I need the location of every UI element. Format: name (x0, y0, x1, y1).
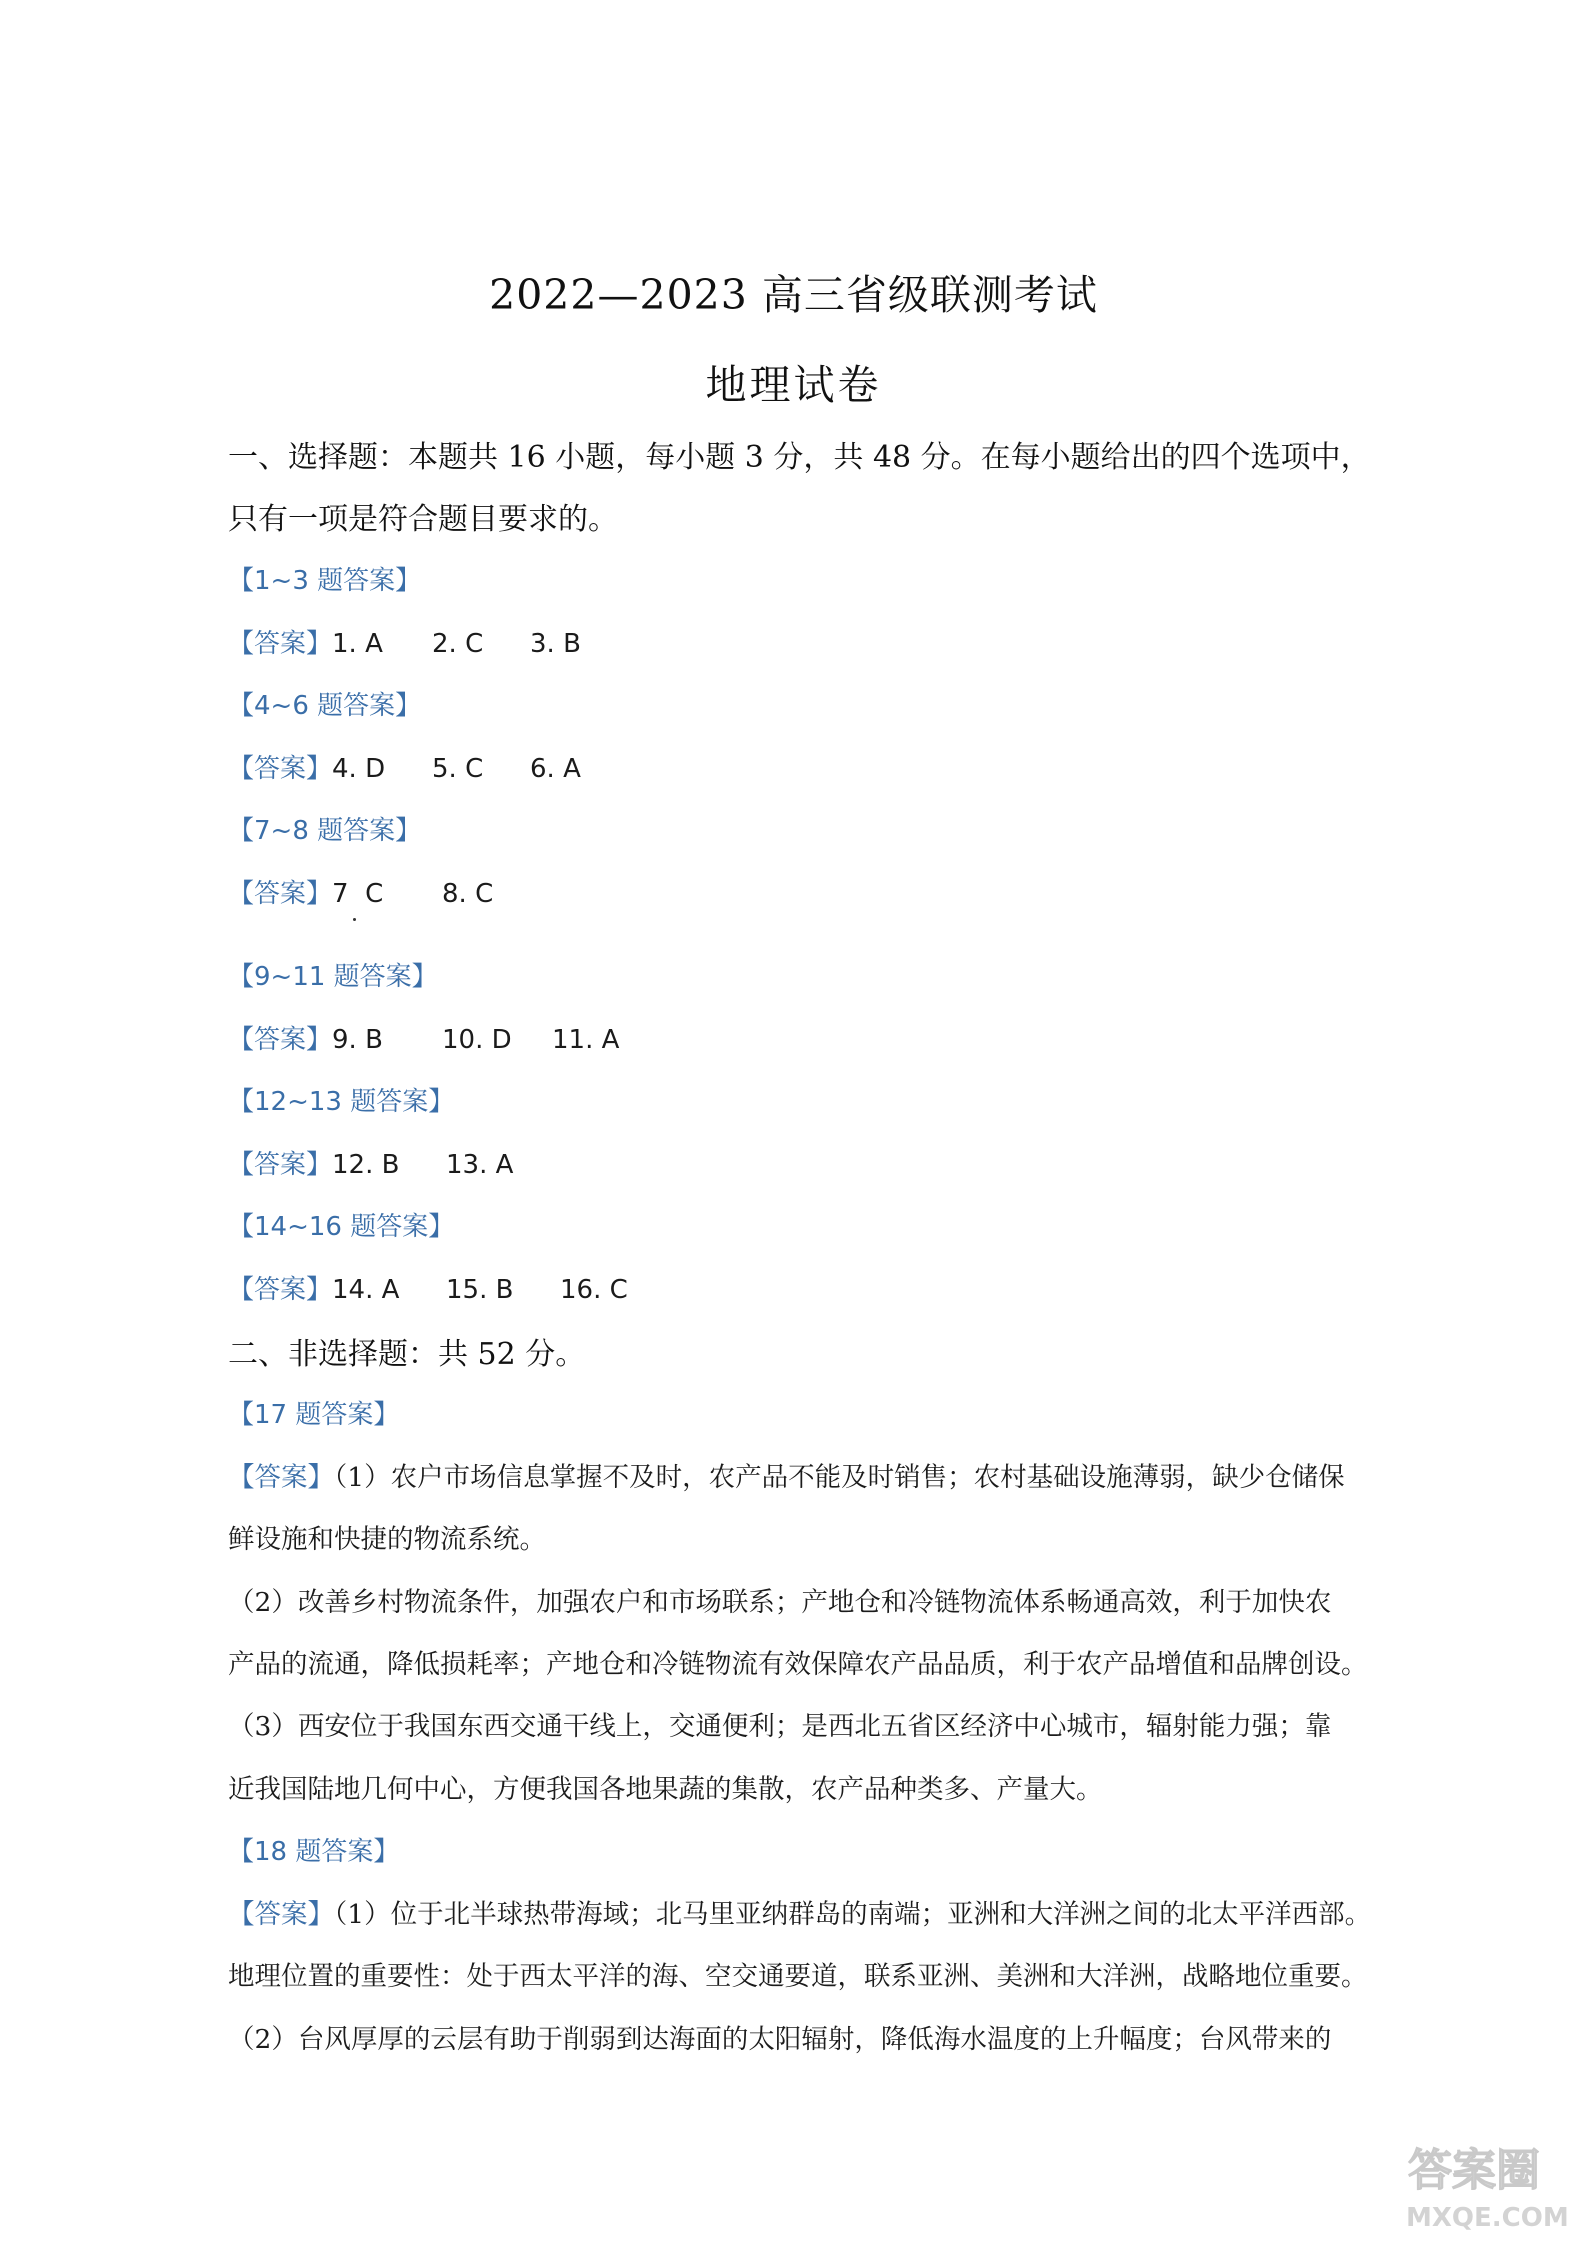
answer-row (228, 748, 581, 785)
group-header: 【1~3 题答案】 (228, 566, 422, 596)
stray-dot (353, 918, 356, 921)
q17-line: 产品的流通，降低损耗率；产地仓和冷链物流有效保障农产品品质，利于农产品增值和品牌创设。 (228, 1649, 1368, 1680)
answer-item: 3. B (530, 629, 581, 659)
answer-row (228, 623, 581, 660)
section1-line1: 一、选择题：本题共 16 小题，每小题 3 分，共 48 分。在每小题给出的四个选项中， (228, 440, 1371, 475)
answer-item: 5. C (432, 754, 484, 784)
answer-item: 13. A (446, 1150, 514, 1180)
answer-row (228, 873, 493, 910)
answer-item: 12. B (332, 1150, 400, 1180)
answer-item: 4. D (332, 754, 386, 784)
answer-tag: 【答案】 (228, 1150, 333, 1180)
answer-tag: 【答案】 (228, 1899, 334, 1930)
answer-tag: 【答案】 (228, 1275, 333, 1305)
section2-heading: 二、非选择题：共 52 分。 (228, 1337, 586, 1372)
group-header: 【12~13 题答案】 (228, 1087, 455, 1117)
answer-item: 1. A (332, 629, 383, 659)
group-header: 【9~11 题答案】 (228, 962, 438, 992)
watermark-logo-icon (1400, 2130, 1570, 2235)
q17-line (228, 1455, 1345, 1494)
q18-text: （1）位于北半球热带海域；北马里亚纳群岛的南端；亚洲和大洋洲之间的北太平洋西部。 (334, 1899, 1372, 1930)
answer-tag: 【答案】 (228, 754, 333, 784)
answer-item: 8. C (442, 879, 494, 909)
q17-header: 【17 题答案】 (228, 1400, 400, 1430)
q18-line: （2）台风厚厚的云层有助于削弱到达海面的太阳辐射，降低海水温度的上升幅度；台风带来的 (228, 2024, 1332, 2055)
answer-item: 11. A (552, 1025, 620, 1055)
group-header: 【4~6 题答案】 (228, 691, 422, 721)
exam-subtitle: 地理试卷 (705, 361, 882, 409)
q18-header: 【18 题答案】 (228, 1837, 400, 1867)
answer-item: 7 C (332, 879, 384, 909)
exam-title: 2022—2023 高三省级联测考试 (489, 271, 1098, 319)
watermark-logo (1400, 2130, 1570, 2235)
answer-tag: 【答案】 (228, 1462, 334, 1493)
answer-item: 6. A (530, 754, 581, 784)
q18-line: 地理位置的重要性：处于西太平洋的海、空交通要道，联系亚洲、美洲和大洋洲，战略地位重要。 (228, 1961, 1368, 1992)
answer-row (228, 1144, 513, 1181)
answer-item: 16. C (560, 1275, 628, 1305)
group-header: 【14~16 题答案】 (228, 1212, 455, 1242)
q17-text: （1）农户市场信息掌握不及时，农产品不能及时销售；农村基础设施薄弱，缺少仓储保 (334, 1462, 1345, 1493)
answer-item: 10. D (442, 1025, 512, 1055)
answer-tag: 【答案】 (228, 1025, 333, 1055)
q17-line: 鲜设施和快捷的物流系统。 (228, 1524, 546, 1555)
answer-tag: 【答案】 (228, 879, 333, 909)
q17-line: （2）改善乡村物流条件，加强农户和市场联系；产地仓和冷链物流体系畅通高效，利于加快农 (228, 1587, 1332, 1618)
watermark-top: 答案圈 (1408, 2145, 1540, 2196)
q18-line (228, 1892, 1371, 1931)
q17-line: 近我国陆地几何中心，方便我国各地果蔬的集散，农产品种类多、产量大。 (228, 1774, 1103, 1805)
answer-row (228, 1269, 628, 1306)
group-header: 【7~8 题答案】 (228, 816, 422, 846)
q17-line: （3）西安位于我国东西交通干线上，交通便利；是西北五省区经济中心城市，辐射能力强；靠 (228, 1711, 1332, 1742)
answer-item: 2. C (432, 629, 484, 659)
answer-row (228, 1019, 619, 1056)
answer-item: 15. B (446, 1275, 514, 1305)
answer-tag: 【答案】 (228, 629, 333, 659)
watermark-bottom: MXQE.COM (1406, 2203, 1569, 2233)
answer-item: 9. B (332, 1025, 383, 1055)
section1-line2: 只有一项是符合题目要求的。 (228, 502, 618, 537)
answer-item: 14. A (332, 1275, 400, 1305)
